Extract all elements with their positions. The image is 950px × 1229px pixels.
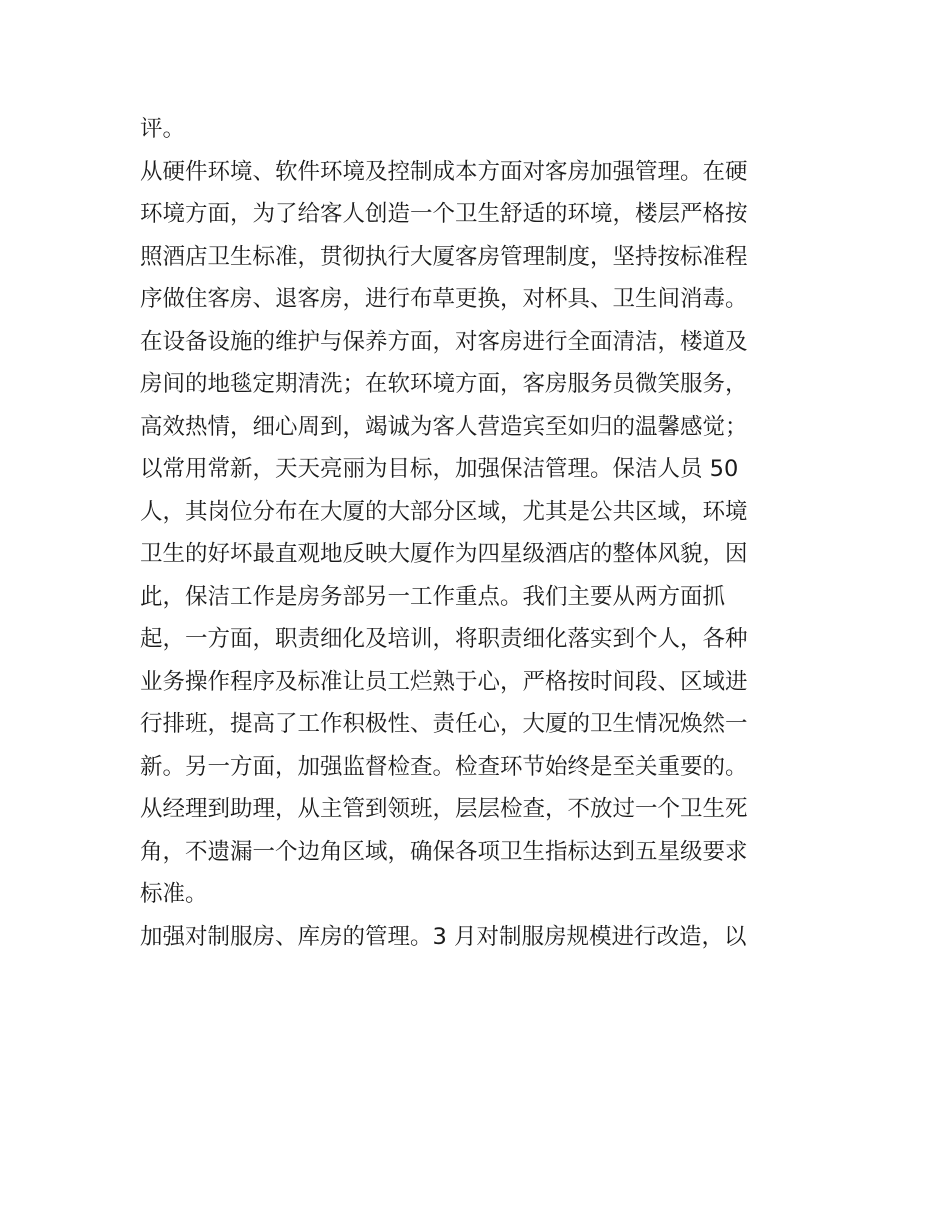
text-line: 起，一方面，职责细化及培训，将职责细化落实到个人，各种 bbox=[140, 626, 748, 652]
text-line: 业务操作程序及标准让员工烂熟于心，严格按时间段、区域进 bbox=[140, 668, 748, 695]
text-line: 评。 bbox=[140, 116, 186, 142]
text-line: 行排班，提高了工作积极性、责任心，大厦的卫生情况焕然一 bbox=[140, 711, 748, 737]
text-line: 从经理到助理，从主管到领班，层层检查，不放过一个卫生死 bbox=[140, 796, 748, 822]
text-line: 新。另一方面，加强监督检查。检查环节始终是至关重要的。 bbox=[140, 753, 748, 780]
text-line: 以常用常新，天天亮丽为目标，加强保洁管理。保洁人员 50 bbox=[140, 456, 739, 482]
text-line: 在设备设施的维护与保养方面，对客房进行全面清洁，楼道及 bbox=[140, 328, 748, 355]
text-line: 人，其岗位分布在大厦的大部分区域，尤其是公共区域，环境 bbox=[140, 498, 748, 525]
text-line: 标准。 bbox=[140, 881, 208, 907]
text-line: 卫生的好坏最直观地反映大厦作为四星级酒店的整体风貌，因 bbox=[140, 541, 748, 567]
text-line: 角，不遗漏一个边角区域，确保各项卫生指标达到五星级要求 bbox=[140, 838, 748, 865]
text-line: 房间的地毯定期清洗；在软环境方面，客房服务员微笑服务， bbox=[140, 371, 748, 397]
text-line: 照酒店卫生标准，贯彻执行大厦客房管理制度，坚持按标准程 bbox=[140, 243, 748, 270]
body-text bbox=[140, 108, 820, 958]
text-line: 环境方面，为了给客人创造一个卫生舒适的环境，楼层严格按 bbox=[140, 201, 748, 227]
text-line: 序做住客房、退客房，进行布草更换，对杯具、卫生间消毒。 bbox=[140, 286, 748, 312]
text-line: 加强对制服房、库房的管理。3 月对制服房规模进行改造，以 bbox=[140, 923, 747, 950]
text-line: 高效热情，细心周到，竭诚为客人营造宾至如归的温馨感觉； bbox=[140, 413, 748, 440]
text-line: 从硬件环境、软件环境及控制成本方面对客房加强管理。在硬 bbox=[140, 158, 748, 185]
text-line: 此，保洁工作是房务部另一工作重点。我们主要从两方面抓 bbox=[140, 583, 726, 610]
